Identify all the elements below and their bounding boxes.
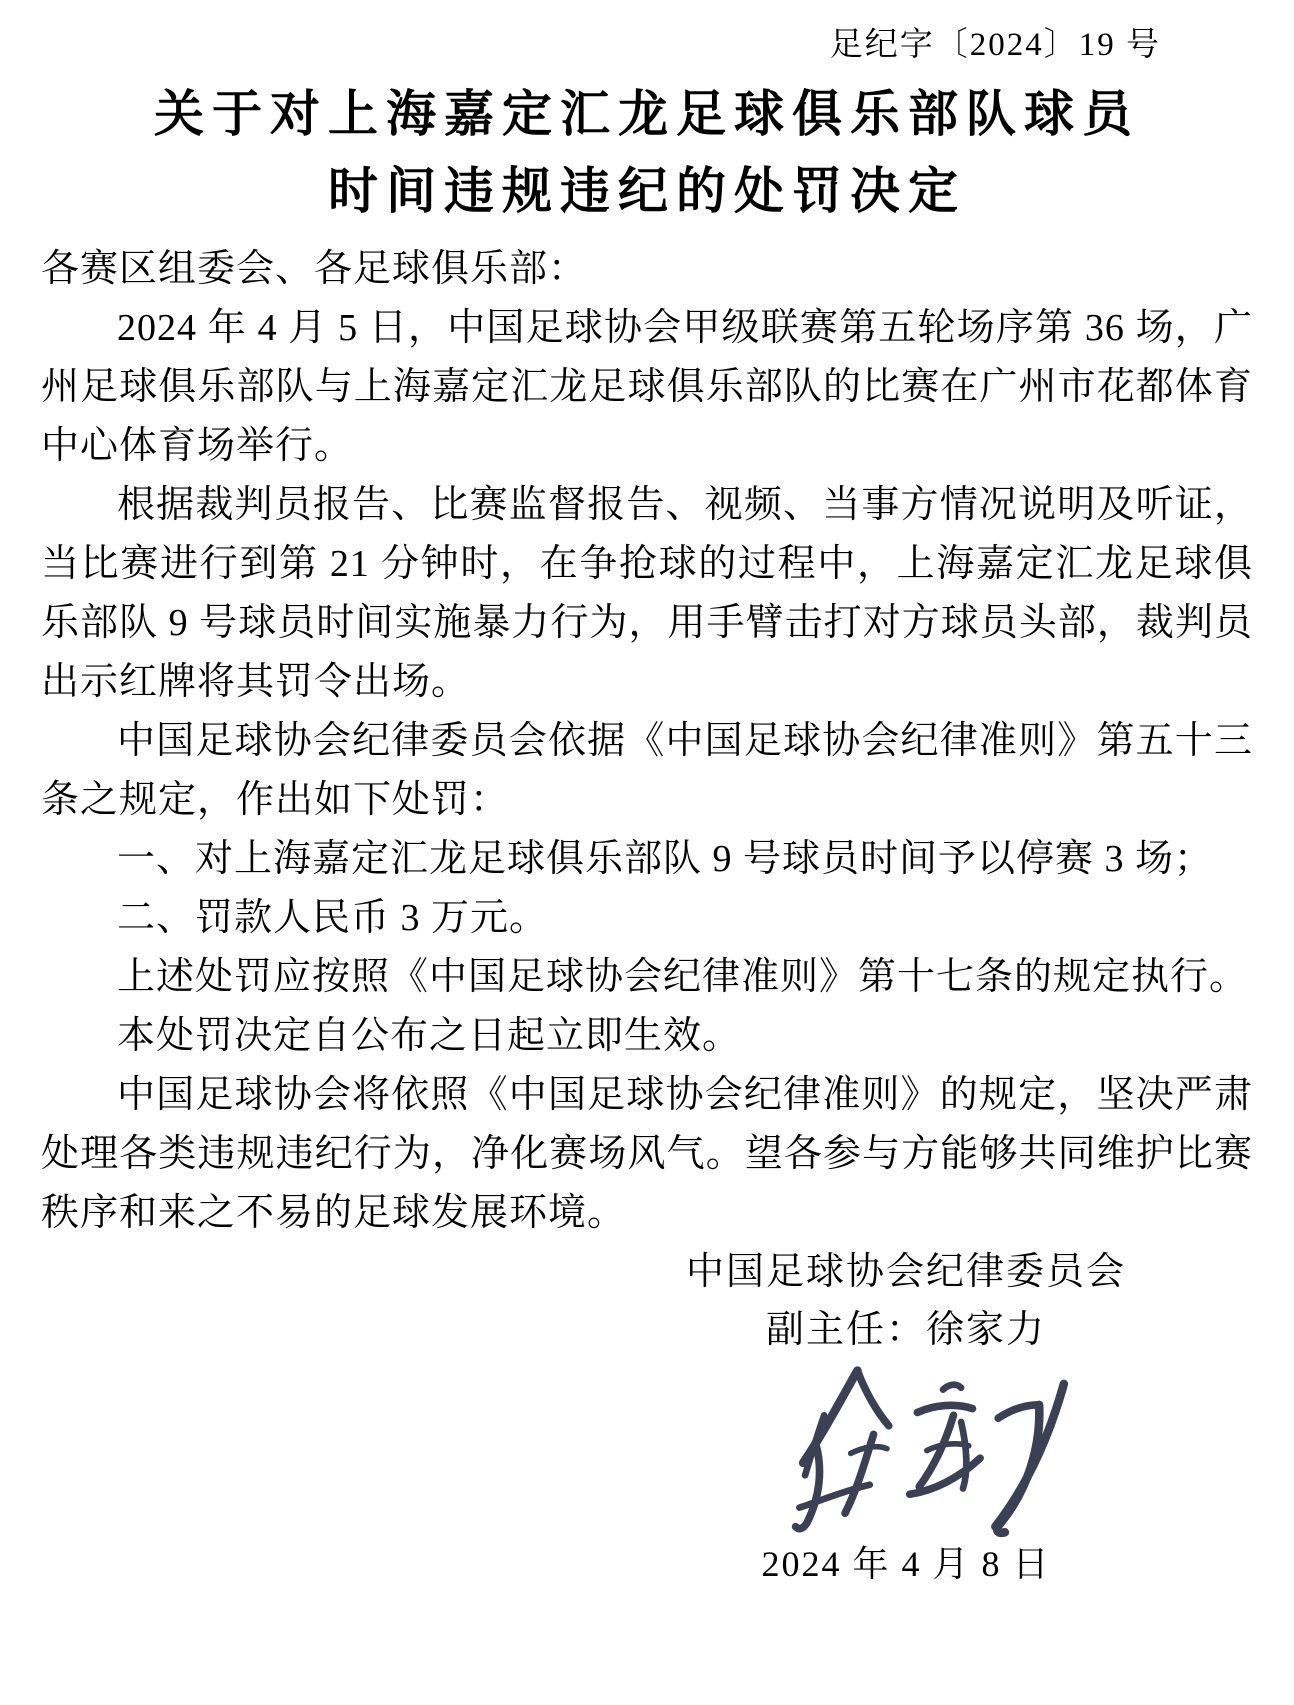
salutation: 各赛区组委会、各足球俱乐部：: [41, 248, 588, 290]
handwritten-signature-image: [576, 1363, 1236, 1541]
document-title: [41, 76, 1253, 230]
paragraph: 中国足球协会纪律委员会依据《中国足球协会纪律准则》第五十三条之规定，作出如下处罚：: [41, 720, 1253, 821]
paragraph: 本处罚决定自公布之日起立即生效。: [117, 1015, 742, 1057]
paragraph: 2024 年 4 月 5 日，中国足球协会甲级联赛第五轮场序第 36 场，广州足球俱乐部队与上海嘉定汇龙足球俱乐部队的比赛在广州市花都体育中心体育场举行。: [41, 307, 1253, 467]
paragraph: 二、罚款人民币 3 万元。: [117, 897, 549, 939]
document-title-line-2: 时间违规违纪的处罚决定: [328, 163, 966, 219]
signoff-signer-title: 副主任：徐家力: [765, 1309, 1046, 1351]
paragraph: 上述处罚应按照《中国足球协会纪律准则》第十七条的规定执行。: [117, 956, 1249, 998]
paragraph: 根据裁判员报告、比赛监督报告、视频、当事方情况说明及听证，当比赛进行到第 21 分钟时，在争抢球的过程中，上海嘉定汇龙足球俱乐部队 9 号球员时间实施暴力行为，用手臂击打对方球员头部，裁判员出示红牌将其罚令出场。: [41, 484, 1253, 703]
paragraph: 一、对上海嘉定汇龙足球俱乐部队 9 号球员时间予以停赛 3 场；: [117, 838, 1214, 880]
signoff-block: [576, 1243, 1236, 1587]
document-title-line-1: 关于对上海嘉定汇龙足球俱乐部队球员: [154, 86, 1140, 142]
signoff-organization: 中国足球协会纪律委员会: [685, 1251, 1126, 1293]
document-body: [41, 240, 1253, 1243]
signoff-date: 2024 年 4 月 8 日: [761, 1544, 1051, 1584]
document-number: 足纪字〔2024〕19 号: [829, 27, 1161, 63]
paragraph: 中国足球协会将依照《中国足球协会纪律准则》的规定，坚决严肃处理各类违规违纪行为，净化赛场风气。望各参与方能够共同维护比赛秩序和来之不易的足球发展环境。: [41, 1074, 1253, 1234]
